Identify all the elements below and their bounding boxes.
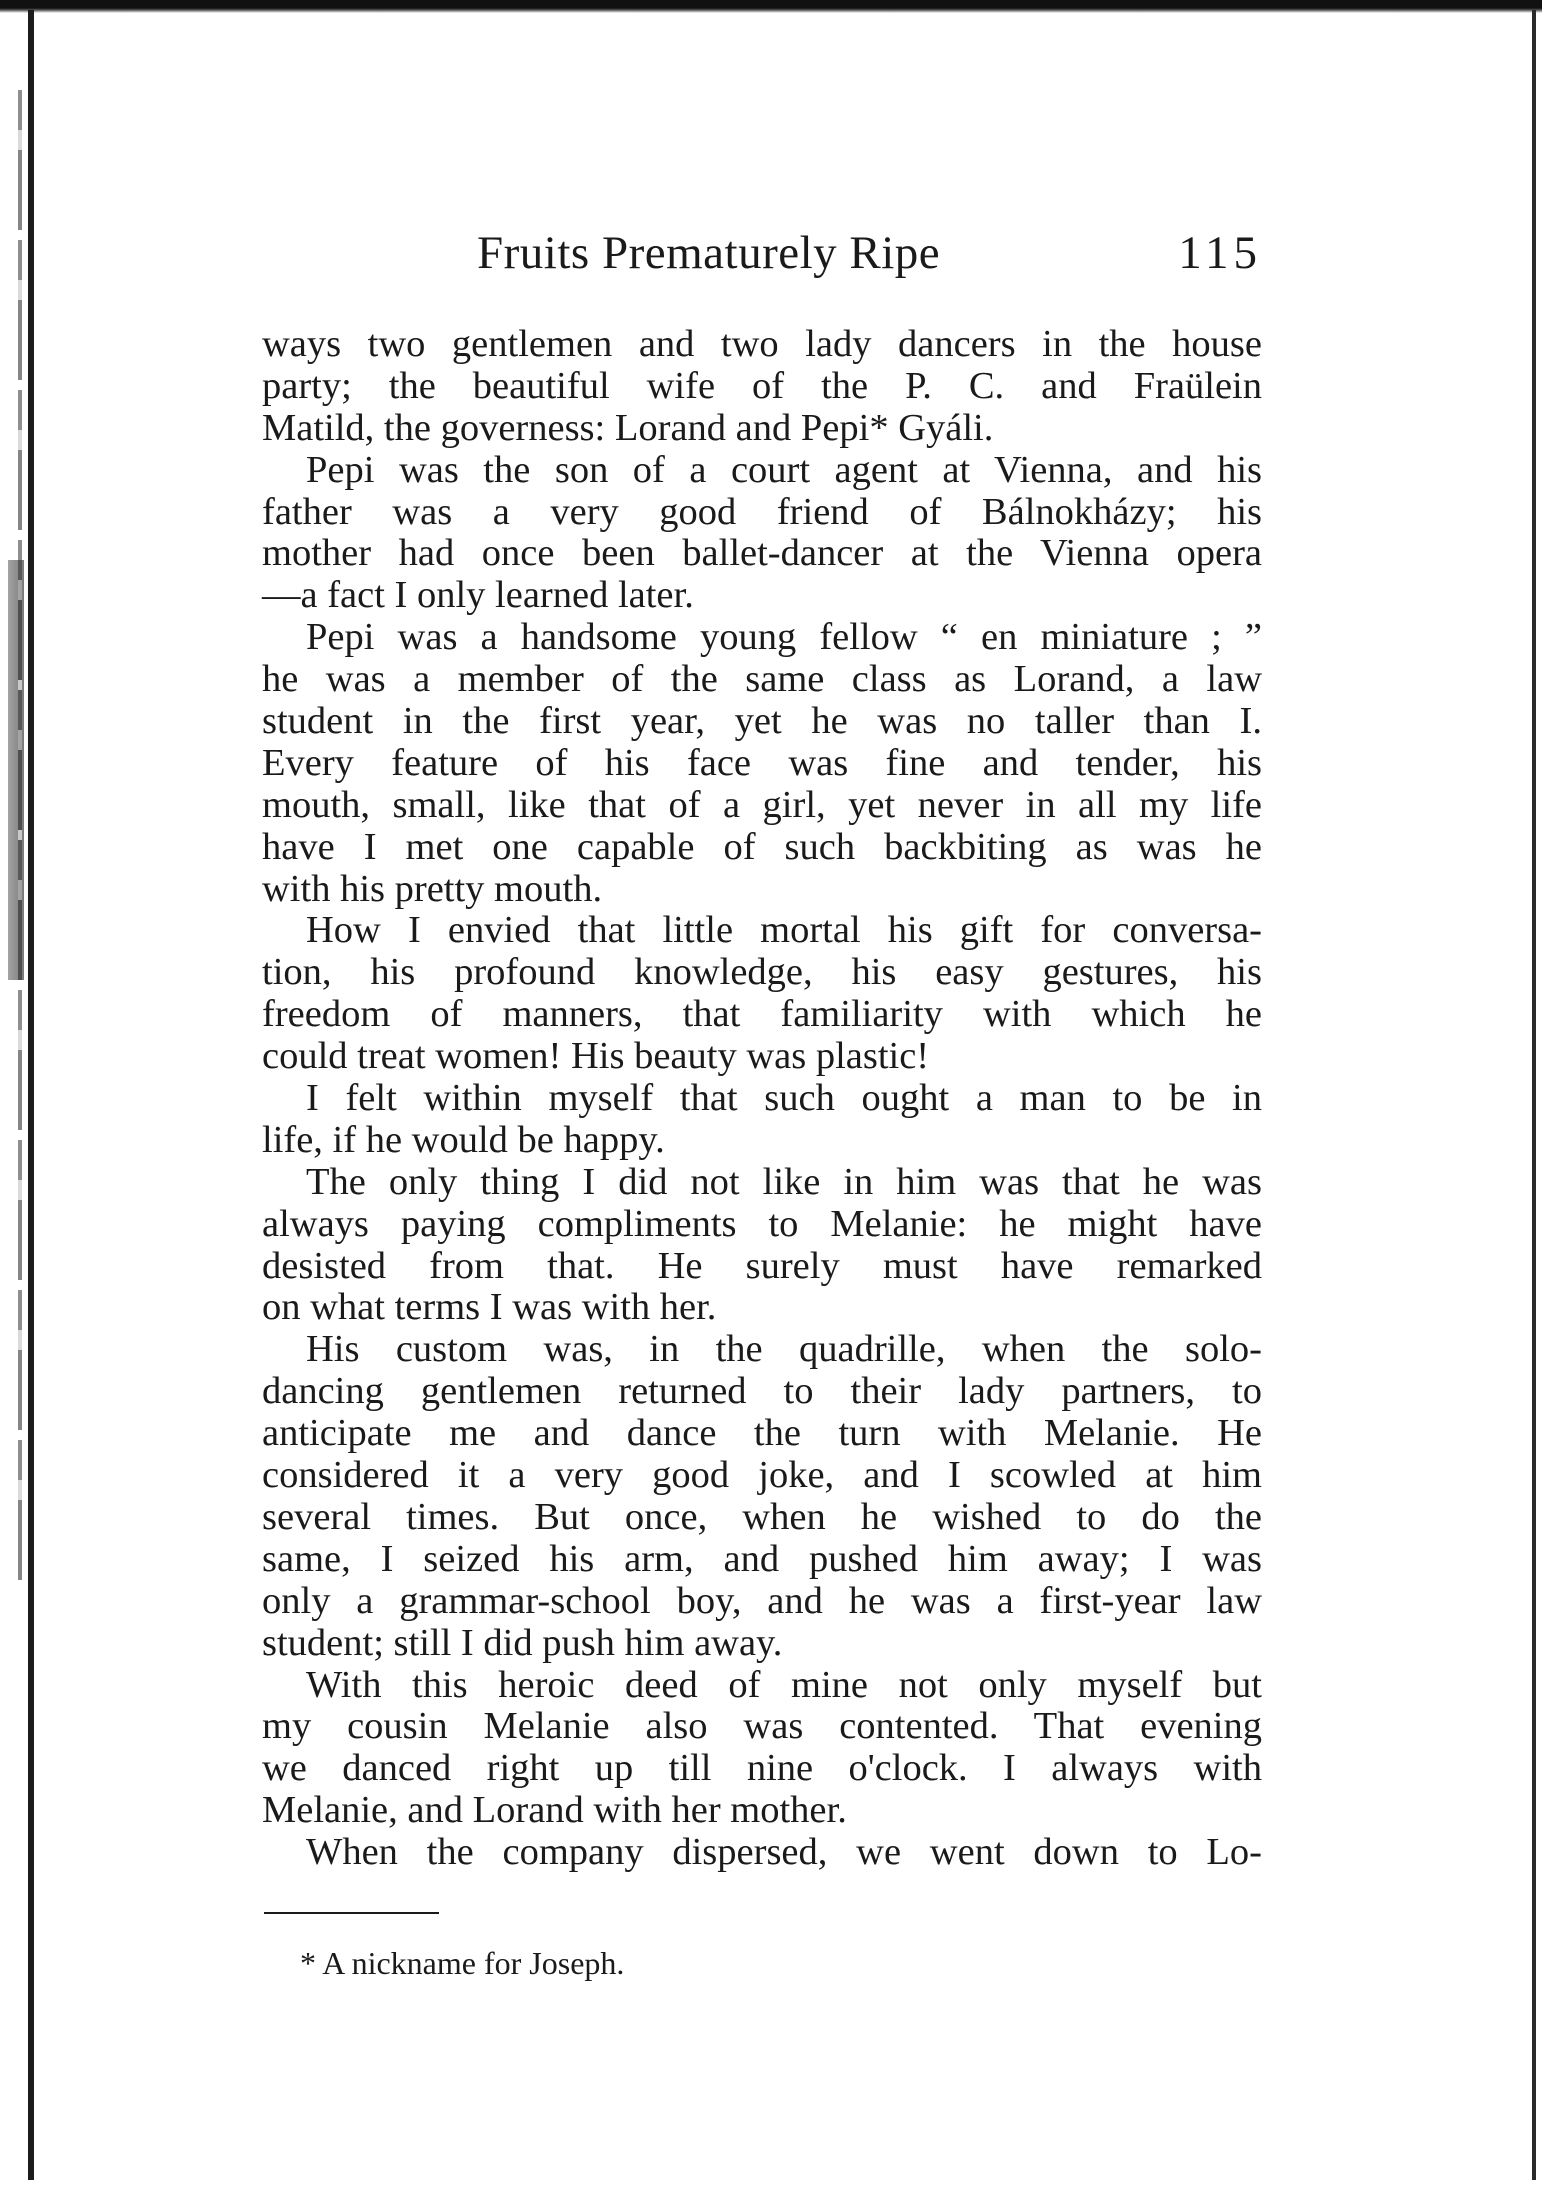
text-line: party; the beautiful wife of the P. C. and Fraülein: [262, 364, 1262, 407]
text-line: With this heroic deed of mine not only myself but: [306, 1663, 1262, 1706]
text-line: with his pretty mouth.: [262, 867, 603, 910]
body-text: [262, 324, 1262, 1874]
running-title: Fruits Prematurely Ripe: [477, 227, 941, 279]
text-line: —a fact I only learned later.: [262, 574, 694, 617]
text-line: I felt within myself that such ought a man to be in: [306, 1077, 1262, 1120]
text-line: Pepi was a handsome young fellow “ en miniature ; ”: [306, 616, 1262, 659]
text-line: How I envied that little mortal his gift for conversa-: [306, 909, 1262, 952]
text-line: could treat women! His beauty was plastic!: [262, 1035, 930, 1078]
text-line: The only thing I did not like in him was that he was: [306, 1160, 1262, 1203]
binding-edge-streak: [18, 90, 22, 1590]
text-line: student; still I did push him away.: [262, 1621, 783, 1664]
text-line: several times. But once, when he wished to do the: [262, 1495, 1262, 1538]
text-line: dancing gentlemen returned to their lady partners, to: [262, 1370, 1262, 1413]
text-line: father was a very good friend of Bálnokházy; his: [262, 490, 1262, 533]
footnote: * A nickname for Joseph.: [300, 1945, 625, 1981]
text-line: mother had once been ballet-dancer at the Vienna opera: [262, 532, 1262, 575]
text-line: Melanie, and Lorand with her mother.: [262, 1789, 847, 1832]
text-line: Every feature of his face was fine and tender, his: [262, 741, 1262, 784]
text-line: freedom of manners, that familiarity with which he: [262, 993, 1262, 1036]
text-line: Pepi was the son of a court agent at Vienna, and his: [306, 448, 1262, 491]
page-top-edge: [0, 0, 1542, 13]
page-right-edge: [1532, 10, 1536, 2180]
text-line: ways two gentlemen and two lady dancers in the house: [262, 323, 1262, 365]
text-line: my cousin Melanie also was contented. That evening: [262, 1705, 1262, 1748]
text-line: When the company dispersed, we went down to Lo-: [306, 1831, 1262, 1874]
text-line: student in the first year, yet he was no taller than I.: [262, 700, 1262, 743]
text-line: considered it a very good joke, and I scowled at him: [262, 1454, 1262, 1497]
text-line: desisted from that. He surely must have remarked: [262, 1244, 1262, 1287]
footnote-rule: [264, 1912, 439, 1914]
page-number: 115: [1178, 227, 1262, 279]
text-line: we danced right up till nine o'clock. I always with: [262, 1747, 1262, 1790]
text-line: he was a member of the same class as Lorand, a law: [262, 658, 1262, 701]
page-header: [262, 226, 1262, 286]
text-line: anticipate me and dance the turn with Melanie. He: [262, 1412, 1262, 1455]
text-line: Matild, the governess: Lorand and Pepi* Gyáli.: [262, 406, 994, 449]
text-line: mouth, small, like that of a girl, yet never in all my life: [262, 783, 1262, 826]
text-line: only a grammar-school boy, and he was a first-year law: [262, 1579, 1262, 1622]
text-line: have I met one capable of such backbiting as was he: [262, 825, 1262, 868]
text-line: same, I seized his arm, and pushed him away; I was: [262, 1537, 1262, 1580]
text-line: on what terms I was with her.: [262, 1286, 717, 1329]
text-line: tion, his profound knowledge, his easy gestures, his: [262, 951, 1262, 994]
text-line: His custom was, in the quadrille, when the solo-: [306, 1328, 1262, 1371]
text-line: life, if he would be happy.: [262, 1118, 665, 1161]
page-left-edge: [28, 10, 34, 2180]
text-line: always paying compliments to Melanie: he might have: [262, 1202, 1262, 1245]
